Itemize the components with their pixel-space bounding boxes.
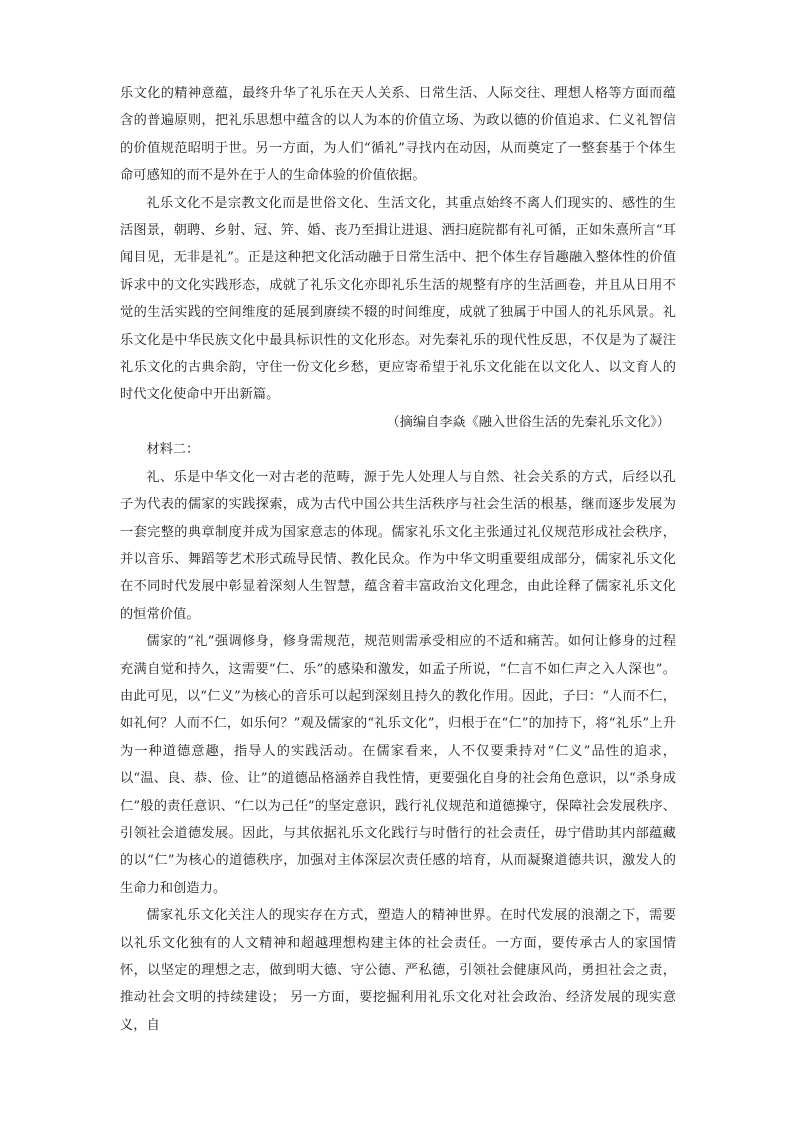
source-citation: （摘编自李焱《融入世俗生活的先秦礼乐文化》） [386,414,670,430]
paragraph-material1-continued: 乐文化的精神意蕴，最终升华了礼乐在天人关系、日常生活、人际交往、理想人格等方面而蕴含的普遍原则，把礼乐思想中蕴含的以人为本的价值立场、为政以德的价值追求、仁义礼智信的价值规范昭明于世。另一方面，为人们“循礼”寻找内在动因，从而奠定了一整套基于个体生命可感知的而不是外在于人的生命体验的价值依据。 [120,86,676,184]
paragraph-material2-2: 儒家的“礼”强调修身，修身需规范，规范则需承受相应的不适和痛苦。如何让修身的过程充满自觉和持久，这需要“仁、乐”的感染和激发，如孟子所说，“仁言不如仁声之入人深也”。由此可见，以“仁义”为核心的音乐可以起到深刻且持久的教化作用。因此，子曰：“人而不仁，如礼何？人而不仁，如乐何？”观及儒家的“礼乐文化”，归根于在“仁”的加持下，将“礼乐”上升为一种道德意趣，指导人的实践活动。在儒家看来，人不仅要秉持对“仁义”品性的追求，以“温、良、恭、俭、让”的道德品格涵养自我性情，更要强化自身的社会角色意识，以“杀身成仁”般的责任意识、“仁以为己任”的坚定意识，践行礼仪规范和道德操守，保障社会发展秩序、引领社会道德发展。因此，与其依据礼乐文化践行与时偕行的社会责任，毋宁借助其内部蕴藏的以“仁”为核心的道德秩序，加强对主体深层次责任感的培育，从而凝聚道德共识，激发人的生命力和创造力。 [120,634,676,896]
paragraph-material2-1: 礼、乐是中华文化一对古老的范畴，源于先人处理人与自然、社会关系的方式，后经以孔子为代表的儒家的实践探索，成为古代中国公共生活秩序与社会生活的根基，继而逐步发展为一套完整的典章制度并成为国家意志的体现。儒家礼乐文化主张通过礼仪规范形成社会秩序，并以音乐、舞蹈等艺术形式疏导民情、教化民众。作为中华文明重要组成部分，儒家礼乐文化在不同时代发展中彰显着深刻人生智慧，蕴含着丰富政治文化理念，由此诠释了儒家礼乐文化的恒常价值。 [120,469,676,622]
document-page [120,80,676,1039]
paragraph-material1-2: 礼乐文化不是宗教文化而是世俗文化、生活文化，其重点始终不离人们现实的、感性的生活图景，朝聘、乡射、冠、笄、婚、丧乃至揖让进退、洒扫庭院都有礼可循，正如朱熹所言“耳闻目见，无非是礼”。正是这种把文化活动融于日常生活中、把个体生存旨趣融入整体性的价值诉求中的文化实践形态，成就了礼乐文化亦即礼乐生活的规整有序的生活画卷，并且从日用不觉的生活实践的空间维度的延展到赓续不辍的时间维度，成就了独属于中国人的礼乐风景。礼乐文化是中华民族文化中最具标识性的文化形态。对先秦礼乐的现代性反思，不仅是为了凝注礼乐文化的古典余韵，守住一份文化乡愁，更应寄希望于礼乐文化能在以文化人、以文育人的时代文化使命中开出新篇。 [120,195,676,403]
material2-label: 材料二： [146,442,200,458]
paragraph-material2-3: 儒家礼乐文化关注人的现实存在方式，塑造人的精神世界。在时代发展的浪潮之下，需要以礼乐文化独有的人文精神和超越理想构建主体的社会责任。一方面，要传承古人的家国情怀，以坚定的理想之志，做到明大德、守公德、严私德，引领社会健康风尚，勇担社会之责，推动社会文明的持续建设； 另一方面，要挖掘利用礼乐文化对社会政治、经济发展的现实意义，自 [120,908,676,1033]
